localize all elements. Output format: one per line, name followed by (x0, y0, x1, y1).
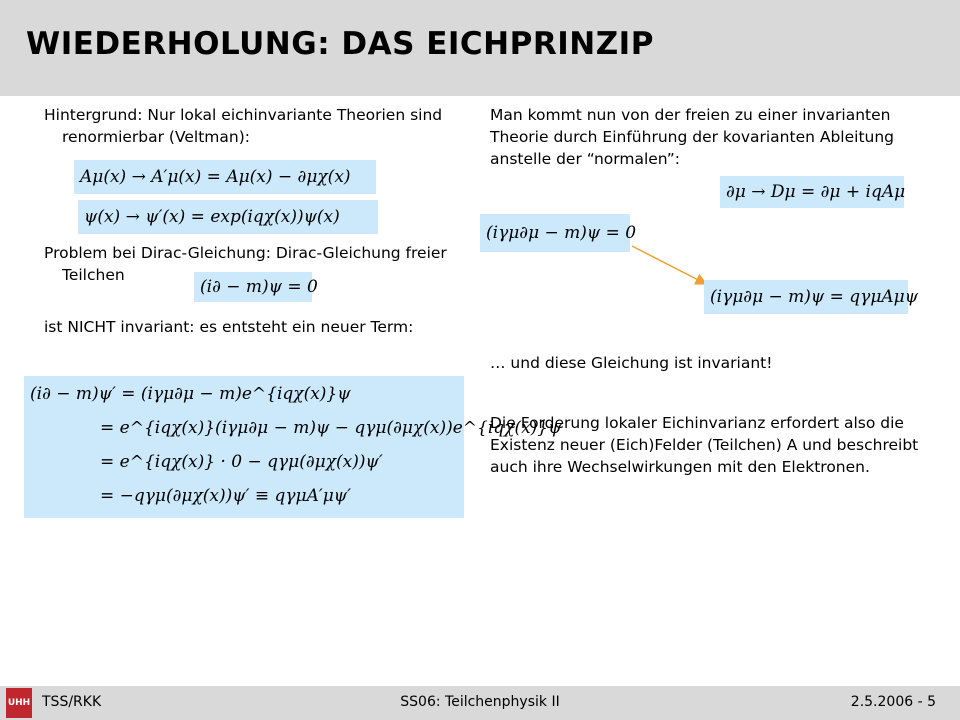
equation-gauge-A: Aμ(x) → A′μ(x) = Aμ(x) − ∂μχ(x) (74, 160, 376, 194)
equation-dirac-coupled: (iγμ∂μ − m)ψ = qγμAμψ (704, 280, 908, 314)
derivation-line-3: = e^{iqχ(x)} · 0 − qγμ(∂μχ(x))ψ′ (100, 452, 383, 472)
left-intro-text: Hintergrund: Nur lokal eichinvariante Theorien sind renormierbar (Veltman): (44, 106, 443, 146)
footer-author: TSS/RKK (42, 694, 102, 710)
not-invariant-text: ist NICHT invariant: es entsteht ein neuer Term: (44, 318, 414, 336)
derivation-line-4: = −qγμ(∂μχ(x))ψ′ ≡ qγμA′μψ′ (100, 486, 351, 506)
right-intro-text: Man kommt nun von der freien zu einer invarianten Theorie durch Einführung der kovarianten Ableitung anstelle der “normalen”: (490, 106, 895, 168)
slide-title: WIEDERHOLUNG: DAS EICHPRINZIP (26, 26, 654, 62)
footer-course: SS06: Teilchenphysik II (400, 694, 560, 710)
university-logo: UHH (6, 688, 32, 718)
problem-text: Problem bei Dirac-Gleichung: Dirac-Gleichung freier Teilchen (44, 244, 447, 284)
equation-dirac-free: (iγμ∂μ − m)ψ = 0 (480, 214, 630, 252)
footer (0, 686, 960, 720)
invariant-text: … und diese Gleichung ist invariant! (490, 354, 773, 372)
derivation-line-1: (i∂ − m)ψ′ = (iγμ∂μ − m)e^{iqχ(x)}ψ (30, 384, 351, 404)
footer-date-page: 2.5.2006 - 5 (850, 694, 936, 710)
equation-dirac-short: (i∂ − m)ψ = 0 (194, 272, 312, 302)
equation-gauge-psi: ψ(x) → ψ′(x) = exp(iqχ(x))ψ(x) (78, 200, 378, 234)
equation-covariant: ∂μ → Dμ = ∂μ + iqAμ (720, 176, 904, 208)
derivation-line-2: = e^{iqχ(x)}(iγμ∂μ − m)ψ − qγμ(∂μχ(x))e^{iqχ(x)}ψ (100, 418, 562, 438)
conclusion-text: Die Forderung lokaler Eichinvarianz erfordert also die Existenz neuer (Eich)Felder (Teilchen) A und beschreibt auch ihre Wechselwirkungen mit den Elektronen. (490, 414, 919, 476)
